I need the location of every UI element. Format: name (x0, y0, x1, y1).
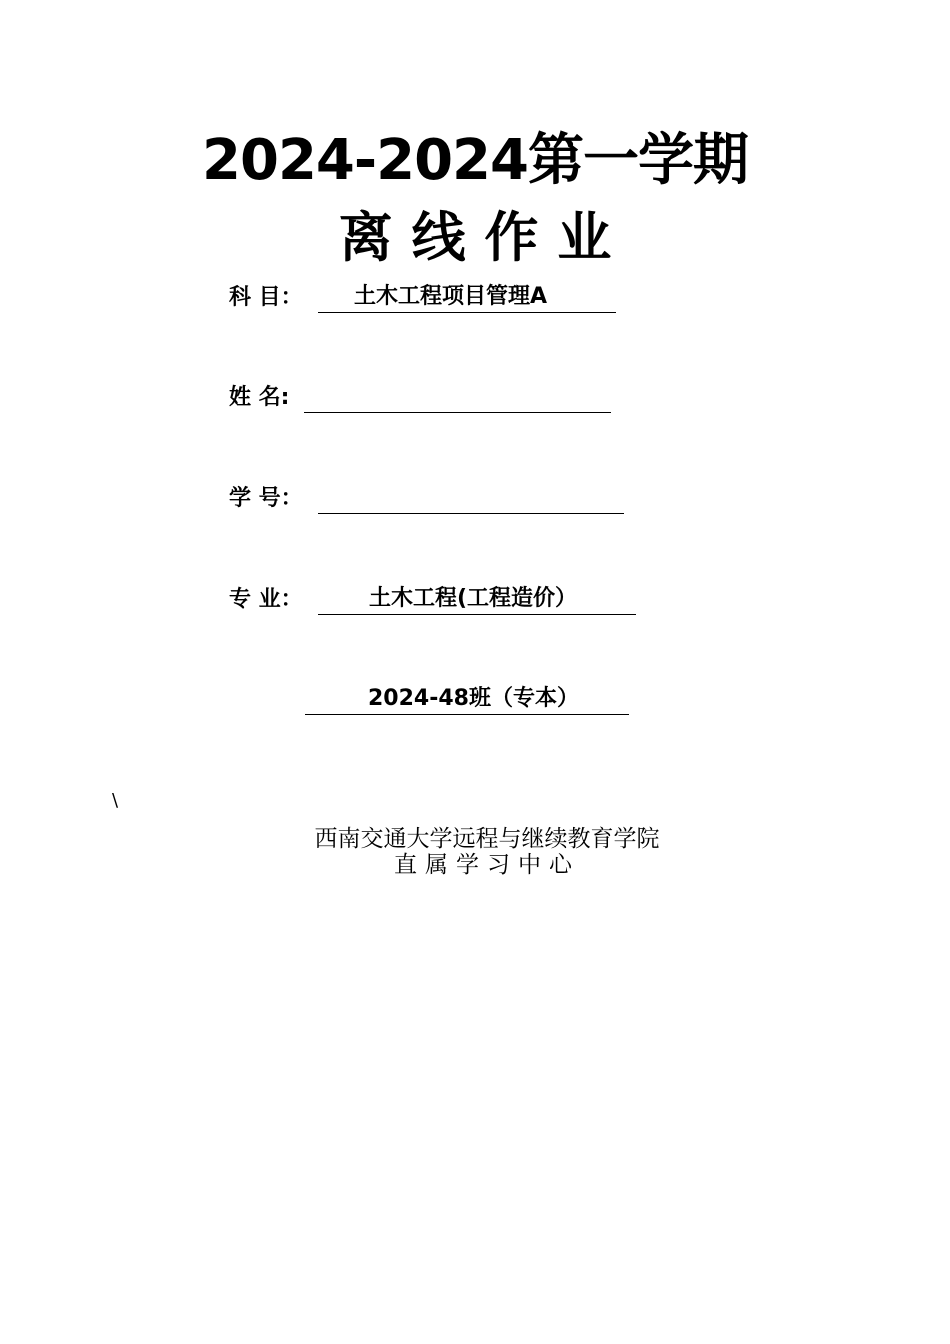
student-id-label: 学 号： (229, 486, 303, 511)
name-underline (304, 382, 611, 413)
major-value: 土木工程(工程造价） (369, 586, 578, 611)
major-label: 专 业： (229, 587, 303, 612)
document-title-offline-homework: 离 线 作 业 (338, 206, 612, 269)
student-id-underline (318, 483, 624, 514)
study-center-name: 直属学习中心 (394, 852, 580, 878)
name-label: 姓 名: (229, 385, 290, 410)
stray-backslash-mark: \ (112, 790, 119, 811)
subject-label: 科 目： (229, 285, 303, 310)
class-row (305, 684, 629, 715)
school-name: 西南交通大学远程与继续教育学院 (314, 826, 660, 852)
document-title-term: 2024-2024第一学期 (202, 128, 748, 193)
subject-value: 土木工程项目管理A (354, 284, 548, 309)
class-value: 2024-48班（专本） (368, 686, 579, 711)
